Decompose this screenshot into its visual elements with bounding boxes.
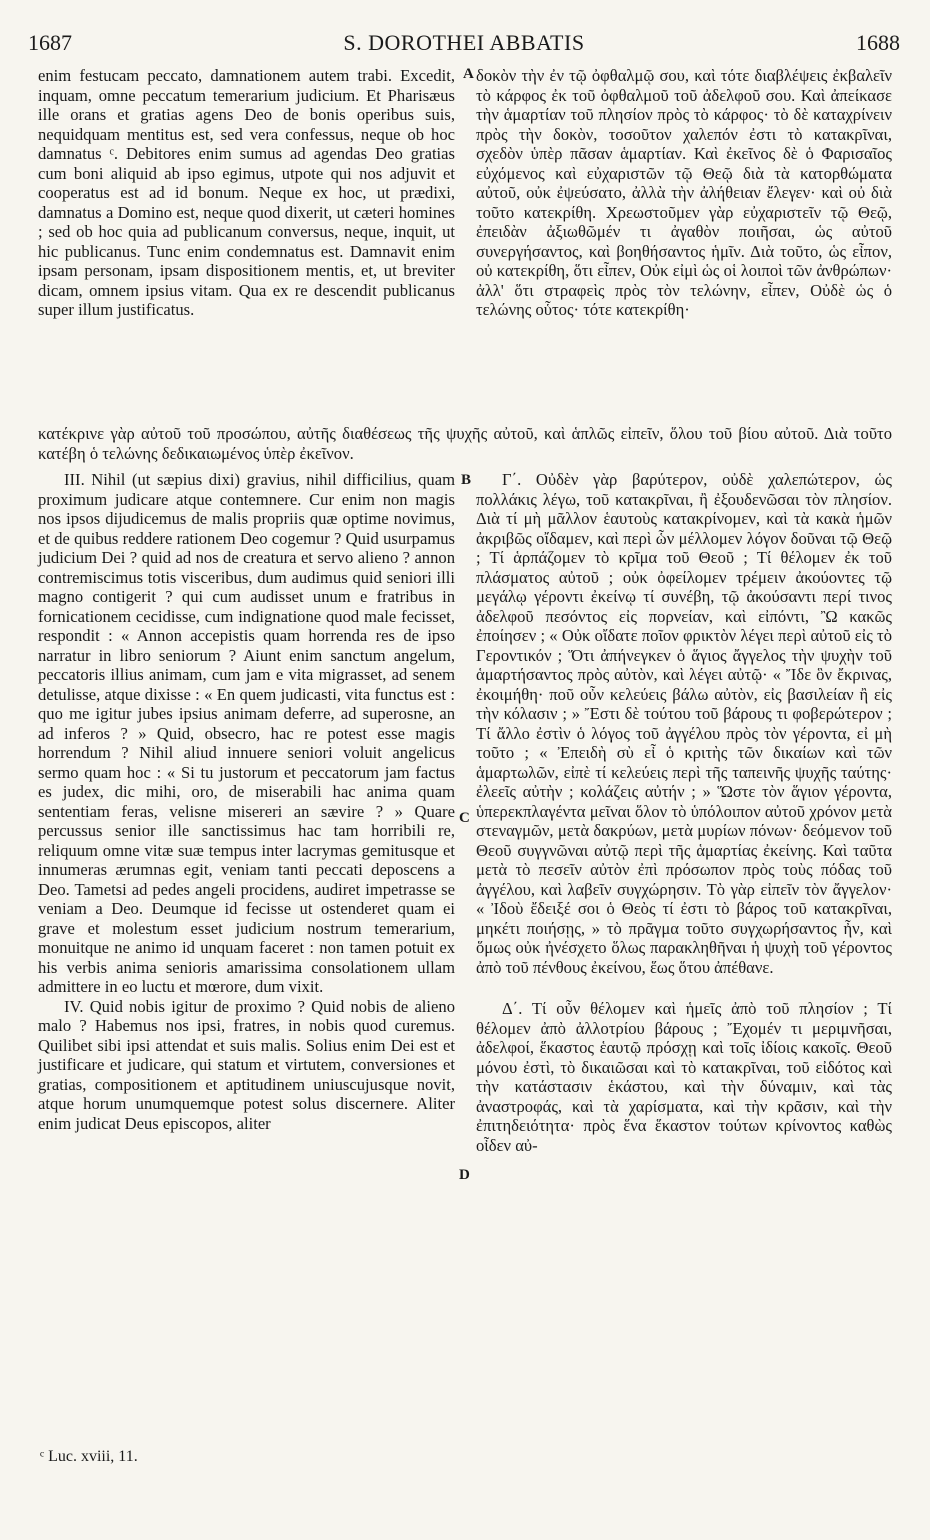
latin-paragraph-1: enim festucam peccato, damnationem autem trabi. Excedit, inquam, omne peccatum temerarium judicium. Et Pharisæus ille orans et gratias agens Deo de bonis operibus suis, nequidquam mentitus est, sed vera confessus, neque ob hoc damnatus ᶜ. Debitores enim sumus ad agendas Deo gratias cum boni aliquid ab ipso egimus, utpote qui nos adjuvit et cooperatus est ad id bonum. Neque ex hoc, ut prædixi, damnatus a Domino est, neque quod dixerit, ut cæteri homines ; sed ob hoc quia ad publicanum conversus, neque, inquit, ut hic publicanus. Tunc enim condemnatus est. Damnavit enim ipsam personam, ipsam dispositionem mentis, et, ut breviter dicam, omnem ipsius vitam. Qua ex re descendit publicanus super illum justificatus. — [38, 66, 455, 319]
left-page-number: 1687 — [28, 30, 72, 55]
greek-spanning-paragraph: κατέκρινε γὰρ αὐτοῦ τοῦ προσώπου, αὐτῆς διαθέσεως τῆς ψυχῆς αὐτοῦ, καὶ ἁπλῶς εἰπεῖν, ὅλου τοῦ βίου αὐτοῦ. Διὰ τοῦτο κατέβη ὁ τελώνης δεδικαιωμένος ὑπὲρ ἐκεῖνον. — [38, 424, 892, 463]
greek-spanning-lines — [38, 424, 892, 463]
latin-section-4: IV. Quid nobis igitur de proximo ? Quid nobis de alieno malo ? Habemus nos ipsi, fratres, in nobis quod curemus. Quilibet sibi ipsi attendat et suis malis. Solius enim Dei est et justificare et judicare, qui statum et virtutem, conversiones et gratias, compositionem et aptitudinem uniuscujusque novit, atque horum unumquemque potest solus discernere. Aliter enim judicat Deus episcopos, aliter — [38, 996, 455, 1133]
footnote: ᶜ Luc. xviii, 11. — [40, 1448, 138, 1465]
latin-column-top — [38, 66, 455, 320]
margin-marker-b: B — [461, 472, 472, 488]
right-page-number: 1688 — [856, 30, 900, 55]
margin-marker-d: D — [459, 1167, 470, 1183]
running-header — [28, 30, 900, 60]
greek-column-top — [476, 66, 892, 320]
latin-column-sections — [38, 470, 455, 1133]
margin-marker-c: C — [459, 810, 470, 826]
greek-column-sections — [476, 470, 892, 1155]
margin-marker-a: A — [463, 66, 474, 82]
greek-paragraph-1: δοκὸν τὴν ἐν τῷ ὀφθαλμῷ σου, καὶ τότε διαβλέψεις ἐκβαλεῖν τὸ κάρφος ἐκ τοῦ ὀφθαλμοῦ τοῦ ἀδελφοῦ σου. Καὶ ἀπείκασε τὴν ἁμαρτίαν τοῦ πλησίον πρὸς τὸ κάρφος· τὸ δὲ καταχρίνειν πρὸς τὴν δοκὸν, τοσοῦτον χαλεπόν ἐστι τὸ κατακρῖναι, σχεδὸν ὑπὲρ πᾶσαν ἁμαρτίαν. Καὶ ἐκεῖνος δὲ ὁ Φαρισαῖος εὐχόμενος καὶ εὐχαριστῶν τῷ Θεῷ διὰ τὰ κατορθώματα αὐτοῦ, οὐκ ἐψεύσατο, ἀλλὰ τὴν ἀλήθειαν ἔλεγεν· καὶ οὐ διὰ τοῦτο κατεκρίθη. Χρεωστοῦμεν γὰρ εὐχαριστεῖν τῷ Θεῷ, ἐπειδὰν ἀξιωθῶμέν τι ἀγαθὸν ποιῆσαι, ὡς αὐτοῦ συνεργήσαντος, καὶ βοηθήσαντος ἡμῖν. Διὰ τοῦτο, ὡς εἶπον, οὐ κατεκρίθη, ὅτι εἶπεν, Οὐκ εἰμὶ ὡς οἱ λοιποὶ τῶν ἀνθρώπων· ἀλλ' ὅτι στραφεὶς πρὸς τὸν τελώνην, εἶπεν, Οὐδὲ ὡς ὁ τελώνης οὗτος· τότε κατεκρίθη· — [476, 66, 892, 319]
running-title: S. DOROTHEI ABBATIS — [343, 30, 585, 55]
latin-section-3: III. Nihil (ut sæpius dixi) gravius, nihil difficilius, quam proximum judicare atque contemnere. Cur enim non magis nos ipsos dijudicemus de malis propriis quæ optime novimus, et de quibus reddere rationem Deo cogemur ? Quid usurpamus judicium Dei ? quid ad nos de creatura et servo alieno ? annon contremiscimus totis visceribus, dum audimus quid seniori illi magno contigerit ? qui cum audisset unum e fratribus in fornicationem cecidisse, cum indignatione quod male fecisset, respondit : « Annon accepistis quam horrenda res de ipso narratur in libro seniorum ? Aiunt enim sanctum angelum, peccatoris illius animam, cum jam e vita migrasset, ad senem detulisse, atque dixisse : « En quem judicasti, vita functus est : quo me igitur jubes ipsius animam deferre, ad superosne, an ad inferos ? » Quid, obsecro, hac re potest esse magis horrendum ? Nihil aliud innuere seniori voluit angelicus sermo quam hoc : « Si tu justorum et peccatorum jam factus es judex, dic mihi, oro, de miserabili hac anima quam sententiam feras, velisne misereri an sævire ? » Quare percussus senior ille sanctissimus hac tam horribili re, reliquum omne vitæ suæ tempus inter lacrymas gemitusque et innumeras ærumnas egit, veniam tanti peccati deposcens a Deo. Tametsi ad pedes angeli procidens, audiret impetrasse se veniam a Deo. Deumque id fecisse ut ostenderet quam ei grave et molestum esset judicium nostrum temerarium, monuitque ne animo id unquam faceret : non tamen potuit ex his verbis anima senioris amarissima consolationem ullam admittere in eo luctu et mœrore, dum vixit. — [38, 470, 455, 996]
greek-section-4: Δ΄. Τί οὖν θέλομεν καὶ ἡμεῖς ἀπὸ τοῦ πλησίον ; Τί θέλομεν ἀπὸ ἀλλοτρίου βάρους ; Ἔχομέν τι μεριμνῆσαι, ἀδελφοί, ἕκαστος ἑαυτῷ πρόσχῃ καὶ τοῖς ἰδίοις κακοῖς. Θεοῦ μόνου ἐστὶ, τὸ δικαιῶσαι καὶ τὸ κατακρῖναι, τοῦ εἰδότος καὶ τὴν κατάστασιν ἑκάστου, καὶ τὴν δύναμιν, καὶ τὰς ἀναστροφάς, καὶ τὰ χαρίσματα, καὶ τὴν κρᾶσιν, καὶ τὴν ἐπιτηδειότητα· πρὸς ἕνα ἕκαστον τούτων κρίνοντος καθὼς οἶδεν αὐ- — [476, 999, 892, 1155]
greek-section-3: Γ΄. Οὐδὲν γὰρ βαρύτερον, οὐδὲ χαλεπώτερον, ὡς πολλάκις λέγω, τοῦ κατακρῖναι, ἢ ἐξουδενῶσαι τὸν πλησίον. Διὰ τί μὴ μᾶλλον ἑαυτοὺς κατακρίνομεν, καὶ τὰ κακὰ ἡμῶν ἀκριβῶς οἴδαμεν, καὶ περὶ ὧν μέλλομεν λόγον δοῦναι τῷ Θεῷ ; Τί ἁρπάζομεν τὸ κρῖμα τοῦ Θεοῦ ; Τί θέλομεν ἐκ τοῦ πλάσματος αὐτοῦ ; οὐκ ὀφείλομεν τρέμειν ἀκούοντες τῷ μεγάλῳ γέροντι ἐκείνῳ τί συνέβη, τῷ ἀκούσαντι περί τινος ἀδελφοῦ πεσόντος εἰς πορνείαν, καὶ εἰπόντι, Ὢ κακῶς ἐποίησεν ; « Οὐκ οἴδατε ποῖον φρικτὸν λέγει περὶ αὐτοῦ εἰς τὸ Γεροντικόν ; Ὅτι ἀπήνεγκεν ὁ ἅγιος ἄγγελος τὴν ψυχὴν τοῦ ἁμαρτήσαντος πρὸς αὐτὸν, καὶ λέγει αὐτῷ· « Ἴδε ὃν ἔκρινας, ἐκοιμήθη· ποῦ οὖν κελεύεις βάλω αὐτὸν, εἰς βασιλείαν ἢ εἰς τὴν κόλασιν ; » Ἔστι δὲ τούτου τοῦ βάρους τι φοβερώτερον ; Τί ἄλλο ἐστὶν ὁ λόγος τοῦ ἀγγέλου πρὸς τὸν γέροντα, εἰ μὴ τοῦτο ; « Ἐπειδὴ σὺ εἶ ὁ κριτὴς τῶν δικαίων καὶ τῶν ἁμαρτωλῶν, εἰπὲ τί κελεύεις περὶ τῆς ταπεινῆς ψυχῆς ταύτης· ἐλεεῖς αὐτὴν ; κολάζεις αὐτήν ; » Ὥστε τὸν ἅγιον γέροντα, ὑπερεκπλαγέντα μεῖναι ὅλον τὸ ὑπόλοιπον αὐτοῦ χρόνον μετὰ στεναγμῶν, μετὰ δακρύων, μετὰ μυρίων πόνων· δεόμενον τοῦ Θεοῦ συγγνῶναι αὐτῷ περὶ τῆς ἁμαρτίας ἐκείνης. Καὶ ταῦτα μετὰ τὸ πεσεῖν αὐτὸν ἐπὶ πρόσωπον πρὸς τοὺς πόδας τοῦ ἀγγέλου, καὶ λαβεῖν συγχώρησιν. Τὸ γὰρ εἰπεῖν τὸν ἄγγελον· « Ἰδοὺ ἔδειξέ σοι ὁ Θεὸς τί ἐστι τὸ βάρος τοῦ κατακρῖναι, μηκέτι ποιήσῃς, » τὸ πρᾶγμα τοῦτο συγχωρήσαντος ἦν, καὶ ὅμως οὐκ ἠνέσχετο ὅλως παρακληθῆναι ἡ ψυχὴ τοῦ γέροντος ἀπὸ τοῦ πένθους ἐκείνου, ἕως ὅτου ἀπέθανε. — [476, 470, 892, 977]
